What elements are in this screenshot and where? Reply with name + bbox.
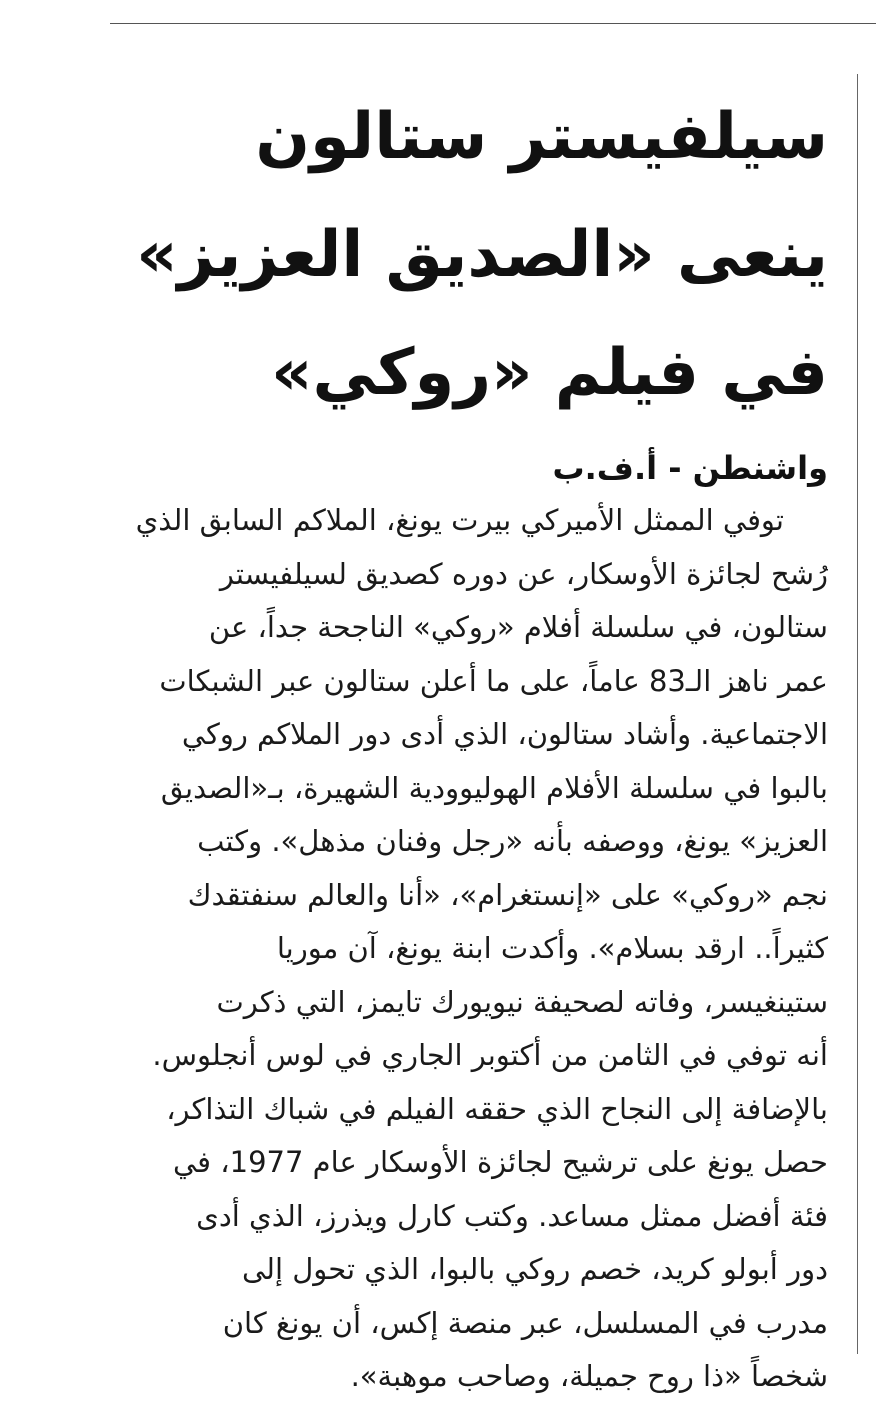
- body-line: بالبوا في سلسلة الأفلام الهوليوودية الشهيرة، بـ«الصديق: [160, 770, 828, 805]
- top-divider: [110, 23, 876, 24]
- body-line: ستالون، في سلسلة أفلام «روكي» الناجحة جداً، عن: [208, 610, 828, 644]
- body-line: بالإضافة إلى النجاح الذي حققه الفيلم في شباك التذاكر،: [166, 1091, 828, 1126]
- body-line: عمر ناهز الـ83 عاماً، على ما أعلن ستالون عبر الشبكات: [159, 663, 828, 698]
- body-line: أنه توفي في الثامن من أكتوبر الجاري في لوس أنجلوس.: [152, 1038, 828, 1072]
- body-line: نجم «روكي» على «إنستغرام»، «أنا والعالم سنفتقدك: [187, 877, 828, 912]
- headline-line: ينعى «الصديق العزيز»: [136, 218, 828, 292]
- body-line: رُشح لجائزة الأوسكار، عن دوره كصديق لسيلفيستر: [219, 556, 828, 591]
- body-line: توفي الممثل الأميركي بيرت يونغ، الملاكم السابق الذي: [135, 503, 784, 537]
- body-line: شخصاً «ذا روح جميلة، وصاحب موهبة».: [350, 1359, 828, 1393]
- dateline: واشنطن - أ.ف.ب: [552, 449, 828, 487]
- body-line: كثيراً.. ارقد بسلام». وأكدت ابنة يونغ، آن موريا: [276, 931, 828, 965]
- body-line: مدرب في المسلسل، عبر منصة إكس، أن يونغ كان: [222, 1305, 828, 1340]
- headline-line: في فيلم «روكي»: [271, 336, 828, 410]
- headline-line: سيلفيستر ستالون: [255, 100, 828, 174]
- article: [108, 78, 828, 1404]
- body-line: فئة أفضل ممثل مساعد. وكتب كارل ويذرز، الذي أدى: [196, 1198, 828, 1233]
- body-line: حصل يونغ على ترشيح لجائزة الأوسكار عام 1977، في: [173, 1145, 828, 1179]
- column-divider: [857, 74, 858, 1354]
- body-line: العزيز» يونغ، ووصفه بأنه «رجل وفنان مذهل». وكتب: [197, 824, 828, 858]
- headline: [108, 78, 828, 432]
- body-line: ستينغيسر، وفاته لصحيفة نيويورك تايمز، التي ذكرت: [216, 984, 828, 1019]
- body-line: الاجتماعية. وأشاد ستالون، الذي أدى دور الملاكم روكي: [181, 717, 828, 751]
- body-line: دور أبولو كريد، خصم روكي بالبوا، الذي تحول إلى: [241, 1252, 828, 1286]
- article-body: [108, 494, 828, 1404]
